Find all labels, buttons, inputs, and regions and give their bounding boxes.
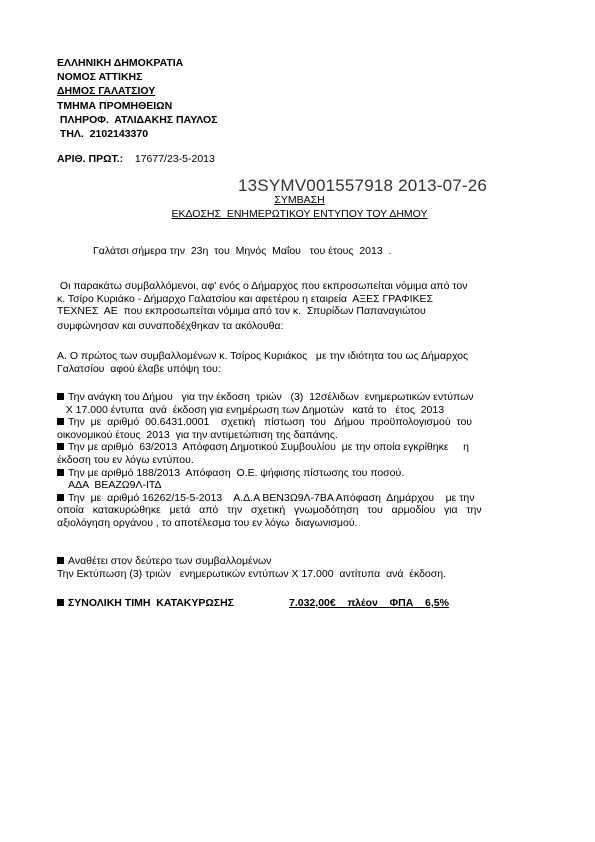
section-a-line: Α. Ο πρώτος των συμβαλλομένων κ. Τσίρος Κυριάκος με την ιδιότητα του ως Δήμαρχος — [57, 350, 469, 362]
protocol-number — [57, 153, 215, 165]
parties-line: κ. Τσίρο Κυριάκο - Δήμαρχο Γαλατσίου και αφετέρου η εταιρεία ΑΞΕΣ ΓΡΑΦΙΚΕΣ — [57, 292, 433, 305]
assignment-line: Την Εκτύπωση (3) τριών ενημερωτικών εντύπων Χ 17.000 αντίτυπα ανά έκδοση. — [57, 567, 447, 580]
parties-line: ΤΕΧΝΕΣ ΑΕ που εκπροσωπείται νόμιμα από τον κ. Σπυρίδων Παπαναγιώτου — [57, 305, 426, 318]
total-label: ΣΥΝΟΛΙΚΗ ΤΙΜΗ ΚΑΤΑΚΥΡΩΣΗΣ — [68, 597, 234, 609]
list-item: Την ανάγκη του Δήμου για την έκδοση τριών (3) 12σέλιδων ενημερωτικών εντύπων — [57, 391, 541, 404]
bullet-icon — [57, 494, 64, 501]
list-item: Την με αριθμό 00.6431.0001 σχετική πίστωση του Δήμου προϋπολογισμού του — [57, 416, 541, 429]
list-item: Την με αριθμό 188/2013 Απόφαση Ο.Ε. ψήφισης πίστωσης του ποσού. — [57, 467, 541, 480]
bullet-icon — [57, 599, 64, 606]
parties-line: Οι παρακάτω συμβαλλόμενοι, αφ' ενός ο Δήμαρχος που εκπροσωπείται νόμιμα από τον — [57, 280, 468, 292]
document-subtitle: ΕΚΔΟΣΗΣ ΕΝΗΜΕΡΩΤΙΚΟΥ ΕΝΤΥΠΟΥ ΤΟΥ ΔΗΜΟΥ — [171, 208, 428, 220]
list-item: Την με αριθμό 63/2013 Απόφαση Δημοτικού Συμβουλίου με την οποία εγκρίθηκε η — [57, 441, 541, 454]
bullet-icon — [57, 393, 64, 400]
registry-stamp: 13SYMV001557918 2013-07-26 — [238, 176, 488, 195]
section-a — [57, 350, 541, 375]
list-item-continuation: οικονομικού έτους 2013 για την αντιμετώπιση της δαπάνης. — [57, 428, 338, 441]
list-item: Την με αριθμό 16262/15-5-2013 Α.Δ.Α ΒΕΝ3Ω9Λ-7ΒΑ Απόφαση Δημάρχου με την — [57, 492, 541, 505]
list-item-continuation: ΑΔΑ ΒΕΑΖΩ9Λ-ΙΤΔ — [57, 479, 162, 492]
parties-line: συμφώνησαν και συναποδέχθηκαν τα ακόλουθα: — [57, 319, 284, 332]
letterhead-contact: ΠΛΗΡΟΦ. ΑΤΛΙΔΑΚΗΣ ΠΑΥΛΟΣ — [57, 113, 218, 126]
protocol-label: ΑΡΙΘ. ΠΡΩΤ.: — [57, 153, 124, 165]
letterhead-phone: ΤΗΛ. 2102143370 — [57, 128, 149, 141]
list-item-continuation: αξιολόγηση οργάνου , το αποτέλεσμα του εν λόγω διαγωνισμού. — [57, 516, 358, 529]
protocol-value: 17677/23-5-2013 — [134, 153, 215, 165]
letterhead — [57, 56, 217, 141]
letterhead-department: ΤΜΗΜΑ ΠΡΟΜΗΘΕΙΩΝ — [57, 99, 173, 112]
list-item: Αναθέτει στον δεύτερο των συμβαλλομένων — [57, 555, 541, 568]
total-amount: 7.032,00€ πλέον ΦΠΑ 6,5% — [289, 597, 449, 609]
section-a-line: Γαλατσίου αφού έλαβε υπόψη του: — [57, 362, 221, 375]
parties-paragraph — [57, 280, 541, 332]
document-title: ΣΥΜΒΑΣΗ — [274, 194, 325, 206]
date-line: Γαλάτσι σήμερα την 23η του Μηνός Μαΐου του έτους 2013 . — [93, 245, 392, 257]
letterhead-prefecture: ΝΟΜΟΣ ΑΤΤΙΚΗΣ — [57, 71, 143, 84]
assignment-paragraph — [57, 555, 541, 580]
total-price — [57, 597, 449, 609]
letterhead-country: ΕΛΛΗΝΙΚΗ ΔΗΜΟΚΡΑΤΙΑ — [57, 57, 184, 69]
list-item-continuation: Χ 17.000 έντυπα ανά έκδοση για ενημέρωση των Δημοτών κατά το έτος 2013 — [57, 403, 445, 416]
bullet-icon — [57, 443, 64, 450]
bullet-icon — [57, 469, 64, 476]
bullet-icon — [57, 557, 64, 564]
considerations-list — [57, 391, 541, 530]
list-item-continuation: οποία κατακυρώθηκε μετά από την σχετική γνωμοδότηση του αρμοδίου για την — [57, 504, 482, 517]
list-item-continuation: έκδοση του εν λόγω εντύπου. — [57, 453, 194, 466]
letterhead-municipality: ΔΗΜΟΣ ΓΑΛΑΤΣΙΟΥ — [57, 85, 156, 98]
bullet-icon — [57, 418, 64, 425]
